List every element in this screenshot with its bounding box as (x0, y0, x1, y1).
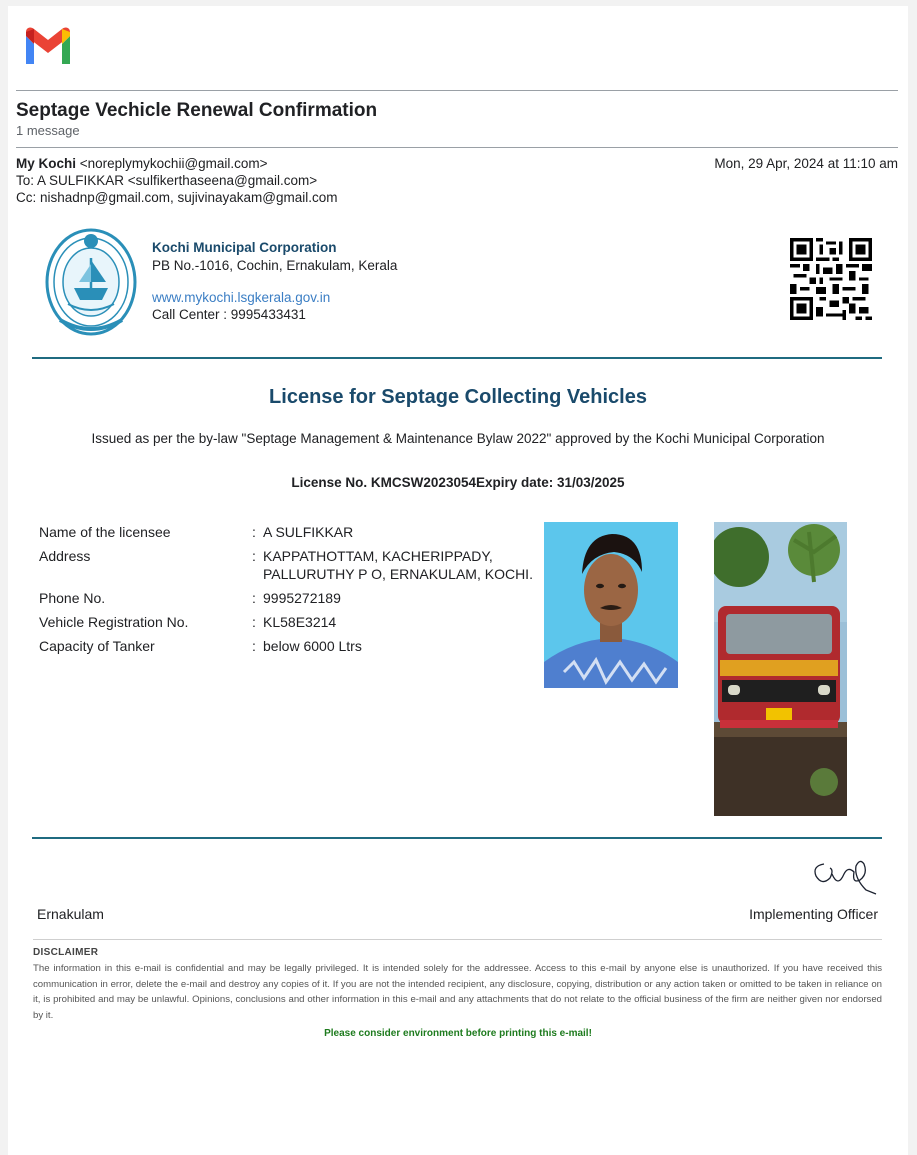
officer-signature (808, 854, 880, 898)
field-label-capacity: Capacity of Tanker (39, 638, 155, 654)
environment-note: Please consider environment before printing this e-mail! (324, 1028, 592, 1039)
email-date: Mon, 29 Apr, 2024 at 11:10 am (714, 156, 898, 171)
letterhead-divider (32, 357, 882, 359)
field-value-phone: 9995272189 (263, 590, 341, 606)
field-colon: : (252, 638, 256, 654)
subject-divider (16, 147, 898, 148)
field-colon: : (252, 524, 256, 540)
field-value-registration: KL58E3214 (263, 614, 337, 630)
field-label-phone: Phone No. (39, 590, 106, 606)
licensee-photo (544, 522, 678, 688)
qr-code-icon (790, 238, 872, 320)
license-title: License for Septage Collecting Vehicles (269, 386, 647, 408)
field-label-registration: Vehicle Registration No. (39, 614, 189, 630)
email-subject: Septage Vechicle Renewal Confirmation (16, 100, 378, 121)
kochi-corporation-emblem-icon (44, 224, 138, 338)
footer-divider (32, 837, 882, 839)
header-divider (16, 90, 898, 91)
sender-name: My Kochi (16, 156, 77, 171)
issue-place: Ernakulam (37, 906, 104, 922)
sender-line[interactable] (16, 156, 268, 171)
field-label-name: Name of the licensee (39, 524, 171, 540)
field-value-name: A SULFIKKAR (263, 524, 354, 540)
sender-address: <noreplymykochii@gmail.com> (76, 156, 268, 171)
message-count: 1 message (16, 123, 80, 138)
call-center-number: Call Center : 9995433431 (152, 307, 306, 322)
field-colon: : (252, 614, 256, 630)
disclaimer-text: The information in this e-mail is confidential and may be legally privileged. It is intended solely for the addressee. Access to this e-mail by anyone else is unauthorized. If you have received this communication in error, delete the e-mail and destroy any copies of it. If you are not the intended recipient, any disclosure, copying, distribution or any action taken or omitted to be taken in reliance on it, is prohibited and may be unlawful. Opinions, conclusions and other information in this e-mail and any attachments that do not relate to the official business of the firm are neither given nor endorsed by it. (33, 963, 882, 1021)
email-print-page (8, 6, 908, 1155)
field-value-capacity: below 6000 Ltrs (263, 638, 362, 654)
gmail-logo-icon (22, 24, 74, 68)
field-value-address-line1: KAPPATHOTTAM, KACHERIPPADY, (263, 548, 493, 564)
license-subtitle: Issued as per the by-law "Septage Management & Maintenance Bylaw 2022" approved by the Kochi Municipal Corporation (91, 431, 825, 446)
license-number: License No. KMCSW2023054Expiry date: 31/03/2025 (291, 475, 625, 490)
disclaimer-title: DISCLAIMER (33, 947, 99, 958)
organization-name: Kochi Municipal Corporation (152, 240, 337, 255)
organization-address: PB No.-1016, Cochin, Ernakulam, Kerala (152, 258, 398, 273)
cc-line: Cc: nishadnp@gmail.com, sujivinayakam@gmail.com (16, 190, 338, 205)
field-value-address-line2: PALLURUTHY P O, ERNAKULAM, KOCHI. (263, 566, 533, 582)
implementing-officer-label: Implementing Officer (749, 906, 878, 922)
recipient-line: To: A SULFIKKAR <sulfikerthaseena@gmail.com> (16, 173, 318, 188)
field-colon: : (252, 590, 256, 606)
field-label-address: Address (39, 548, 91, 564)
disclaimer-divider (33, 939, 882, 940)
organization-website-link[interactable]: www.mykochi.lsgkerala.gov.in (152, 290, 331, 305)
field-colon: : (252, 548, 256, 564)
vehicle-photo (714, 522, 847, 816)
